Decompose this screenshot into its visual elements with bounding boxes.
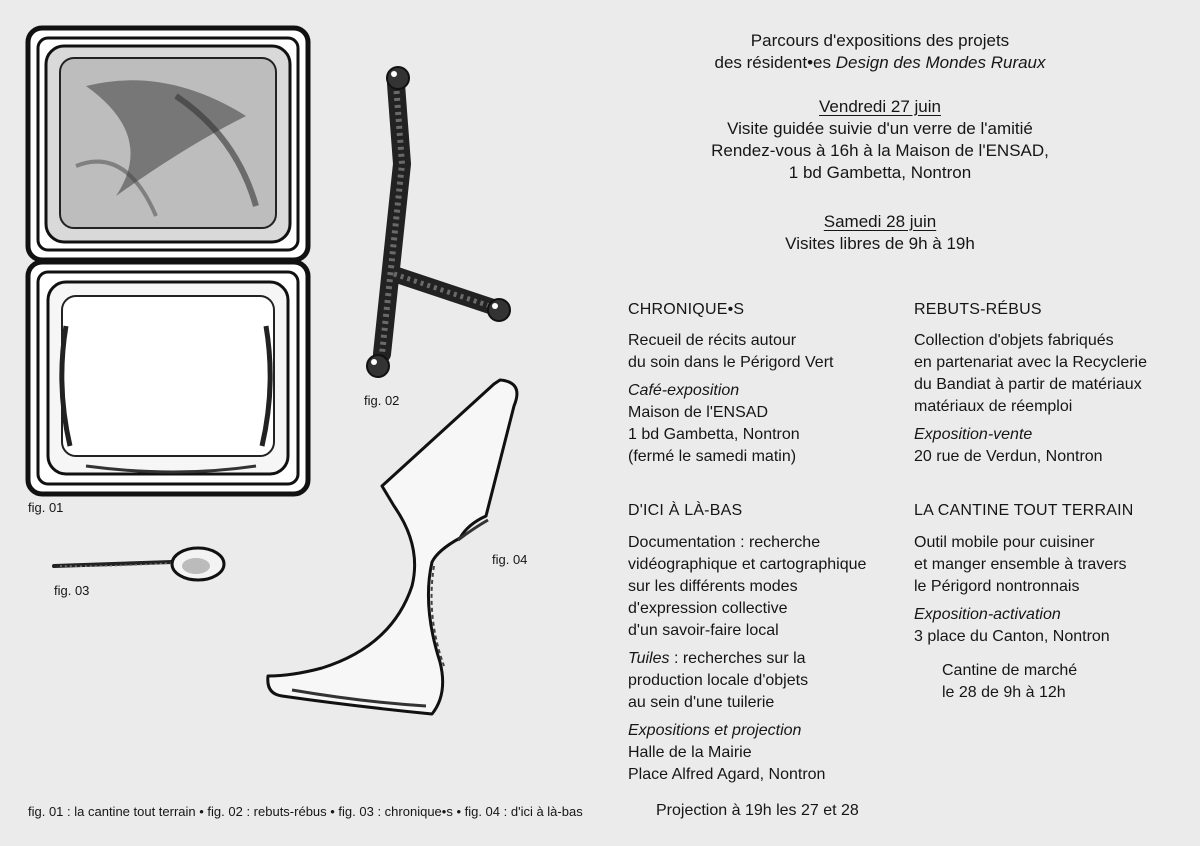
- day2-line: Visites libres de 9h à 19h: [785, 234, 975, 253]
- fig02-caption: fig. 02: [364, 393, 400, 408]
- chroniques-desc: Recueil de récits autour: [628, 332, 797, 349]
- program-name: Design des Mondes Ruraux: [835, 53, 1046, 72]
- dici-tuiles-text: production locale d'objets: [628, 672, 809, 689]
- chroniques-title: CHRONIQUE•S: [628, 301, 745, 318]
- dici-title: D'ICI À LÀ-BAS: [628, 502, 743, 519]
- day1-line: 1 bd Gambetta, Nontron: [788, 163, 972, 182]
- dici-location: Halle de la Mairie: [628, 744, 752, 761]
- rebuts-event-type: Exposition-vente: [914, 426, 1033, 443]
- cantine-note: [942, 660, 1077, 704]
- day2-date: Samedi 28 juin: [823, 212, 937, 231]
- cantine-note-line: Cantine de marché: [942, 662, 1078, 679]
- day2-block: [700, 211, 1060, 255]
- fig04-blade-image: [262, 376, 532, 718]
- dici-tuiles-text: au sein d'une tuilerie: [628, 694, 775, 711]
- chroniques-block: [628, 330, 888, 468]
- fig03-caption: fig. 03: [54, 583, 90, 598]
- dici-desc: d'un savoir-faire local: [628, 622, 779, 639]
- figure-legend-footer: fig. 01 : la cantine tout terrain • fig. 02 : rebuts-rébus • fig. 03 : chronique•s • fig. 04 : d'ici à là-bas: [28, 804, 583, 819]
- rebuts-location: 20 rue de Verdun, Nontron: [914, 448, 1103, 465]
- cantine-desc: le Périgord nontronnais: [914, 578, 1080, 595]
- dici-event-type: Expositions et projection: [628, 722, 802, 739]
- cantine-note-line: le 28 de 9h à 12h: [942, 684, 1066, 701]
- chroniques-desc: du soin dans le Périgord Vert: [628, 354, 834, 371]
- rebuts-desc: Collection d'objets fabriqués: [914, 332, 1114, 349]
- dici-block: [628, 532, 898, 786]
- day1-line: Rendez-vous à 16h à la Maison de l'ENSAD,: [711, 141, 1049, 160]
- day1-date: Vendredi 27 juin: [819, 97, 941, 116]
- day1-line: Visite guidée suivie d'un verre de l'amitié: [727, 119, 1033, 138]
- intro-line1: Parcours d'expositions des projets: [750, 31, 1010, 50]
- dici-desc: sur les différents modes: [628, 578, 798, 595]
- rebuts-desc: matériaux de réemploi: [914, 398, 1073, 415]
- chroniques-location: Maison de l'ENSAD: [628, 404, 768, 421]
- dici-desc: Documentation : recherche: [628, 534, 821, 551]
- cantine-title: LA CANTINE TOUT TERRAIN: [914, 502, 1134, 519]
- rebuts-block: [914, 330, 1184, 468]
- chroniques-location: (fermé le samedi matin): [628, 448, 797, 465]
- fig03-spoon-image: [50, 546, 230, 586]
- fig01-caption: fig. 01: [28, 500, 64, 515]
- dici-note: Projection à 19h les 27 et 28: [656, 802, 859, 819]
- intro-line2: des résident•es Design des Mondes Ruraux: [714, 53, 1046, 72]
- dici-location: Place Alfred Agard, Nontron: [628, 766, 826, 783]
- chroniques-location: 1 bd Gambetta, Nontron: [628, 426, 800, 443]
- dici-desc: d'expression collective: [628, 600, 788, 617]
- cantine-desc: Outil mobile pour cuisiner: [914, 534, 1095, 551]
- cantine-desc: et manger ensemble à travers: [914, 556, 1127, 573]
- cantine-location: 3 place du Canton, Nontron: [914, 628, 1110, 645]
- rebuts-desc: en partenariat avec la Recyclerie: [914, 354, 1148, 371]
- chroniques-event-type: Café-exposition: [628, 382, 740, 399]
- cantine-block: [914, 532, 1184, 648]
- rebuts-desc: du Bandiat à partir de matériaux: [914, 376, 1142, 393]
- intro-block: [700, 30, 1060, 74]
- dici-desc: vidéographique et cartographique: [628, 556, 867, 573]
- rebuts-title: REBUTS-RÉBUS: [914, 301, 1042, 318]
- day1-block: [700, 96, 1060, 184]
- dici-tuiles-label: Tuiles: [628, 650, 670, 667]
- cantine-event-type: Exposition-activation: [914, 606, 1061, 623]
- fig02-branch-image: [356, 64, 516, 384]
- dici-tuiles-line: Tuiles : recherches sur la: [628, 650, 806, 667]
- fig04-caption: fig. 04: [492, 552, 528, 567]
